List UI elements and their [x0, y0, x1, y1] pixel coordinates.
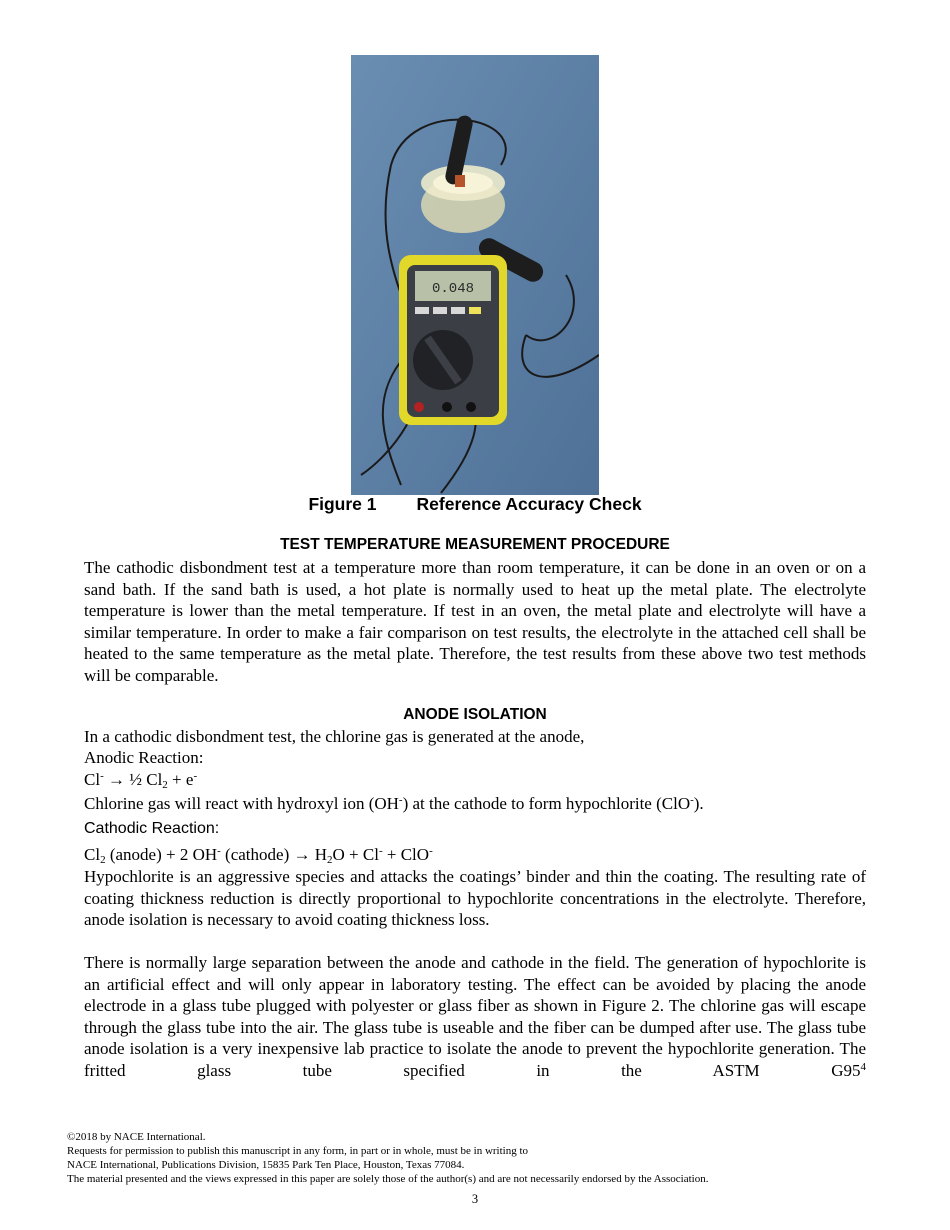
eq-text: (anode) + 2 OH [105, 845, 218, 864]
footer-disclaimer: The material presented and the views expressed in this paper are solely those of the author(s) and are not necessarily endorsed by the Association. [67, 1173, 709, 1185]
eq-sub: 2 [162, 779, 168, 791]
eq-text: (cathode) → H [220, 845, 328, 864]
cathodic-label: Cathodic Reaction: [84, 820, 220, 837]
multimeter-photo [351, 55, 599, 495]
eq-sup: - [193, 770, 198, 782]
eq-sup: - [690, 794, 694, 806]
eq-sup: - [378, 845, 383, 857]
section-heading-temperature: TEST TEMPERATURE MEASUREMENT PROCEDURE [280, 536, 670, 553]
footer-copyright: ©2018 by NACE International. [67, 1131, 206, 1143]
anodic-equation [84, 770, 197, 790]
text-span: ). [693, 794, 704, 813]
chlorine-reaction-line [84, 794, 704, 814]
footer-permission: Requests for permission to publish this manuscript in any form, in part or in whole, must be in writing to [67, 1145, 529, 1157]
figure-number: Figure 1 [308, 494, 377, 514]
eq-text: O + Cl [332, 845, 379, 864]
eq-cl: Cl [84, 770, 101, 789]
text-span: Chlorine gas will react with hydroxyl ion (OH [84, 794, 399, 813]
meter-reading: 0.048 [431, 281, 475, 297]
separation-text: There is normally large separation between the anode and cathode in the field. The generation of hypochlorite is an artificial effect and will only appear in laboratory testing. The effect can be avoided by placing the anode electrode in a glass tube plugged with polyester or glass fiber as shown in Figure 2. The chlorine gas will escape through the glass tube into the air. The glass tube is useable and the fiber can be dumped after use. The glass tube anode isolation is a very inexpensive lab practice to isolate the anode to prevent the hypochlorite generation. The fritted glass tube specified in the ASTM G95 [84, 953, 866, 1080]
eq-cl: Cl [84, 845, 101, 864]
eq-sup: - [100, 770, 104, 782]
separation-paragraph [84, 952, 866, 1081]
anode-intro: In a cathodic disbondment test, the chlorine gas is generated at the anode, [84, 727, 585, 746]
eq-sup: - [398, 794, 403, 806]
figure-title: Reference Accuracy Check [416, 494, 642, 514]
eq-sup: - [217, 845, 221, 857]
footer [67, 1130, 708, 1186]
anodic-label: Anodic Reaction: [84, 748, 204, 767]
text-span: ) at the cathode to form hypochlorite (ClO [402, 794, 691, 813]
eq-text: → ½ Cl [103, 770, 163, 789]
eq-sub: 2 [327, 854, 333, 866]
footer-address: NACE International, Publications Division, 15835 Park Ten Place, Houston, Texas 77084. [67, 1159, 465, 1171]
eq-text: + ClO [382, 845, 430, 864]
eq-sup: - [429, 845, 433, 857]
eq-text: + e [167, 770, 194, 789]
eq-sub: 2 [100, 854, 106, 866]
hypochlorite-paragraph: Hypochlorite is an aggressive species and attacks the coatings’ binder and thin the coating. The resulting rate of coating thickness reduction is directly proportional to hypochlorite concentrations in the electrolyte. Therefore, anode isolation is necessary to avoid coating thickness loss. [84, 867, 866, 929]
section-heading-anode-isolation: ANODE ISOLATION [403, 706, 547, 723]
figure-caption [0, 494, 950, 515]
cathodic-equation [84, 845, 433, 865]
page-number: 3 [471, 1192, 479, 1206]
figure-photo [351, 55, 599, 495]
reference-superscript: 4 [860, 1060, 866, 1073]
temperature-paragraph: The cathodic disbondment test at a temperature more than room temperature, it can be done in an oven or on a sand bath. If the sand bath is used, a hot plate is normally used to heat up the metal plate. The electrolyte temperature is lower than the metal temperature. If test in an oven, the metal plate and electrolyte will have a similar temperature. In order to make a fair comparison on test results, the electrolyte in the attached cell shall be heated to the same temperature as the metal plate. Therefore, the test results from these above two test methods will be comparable. [84, 558, 866, 685]
